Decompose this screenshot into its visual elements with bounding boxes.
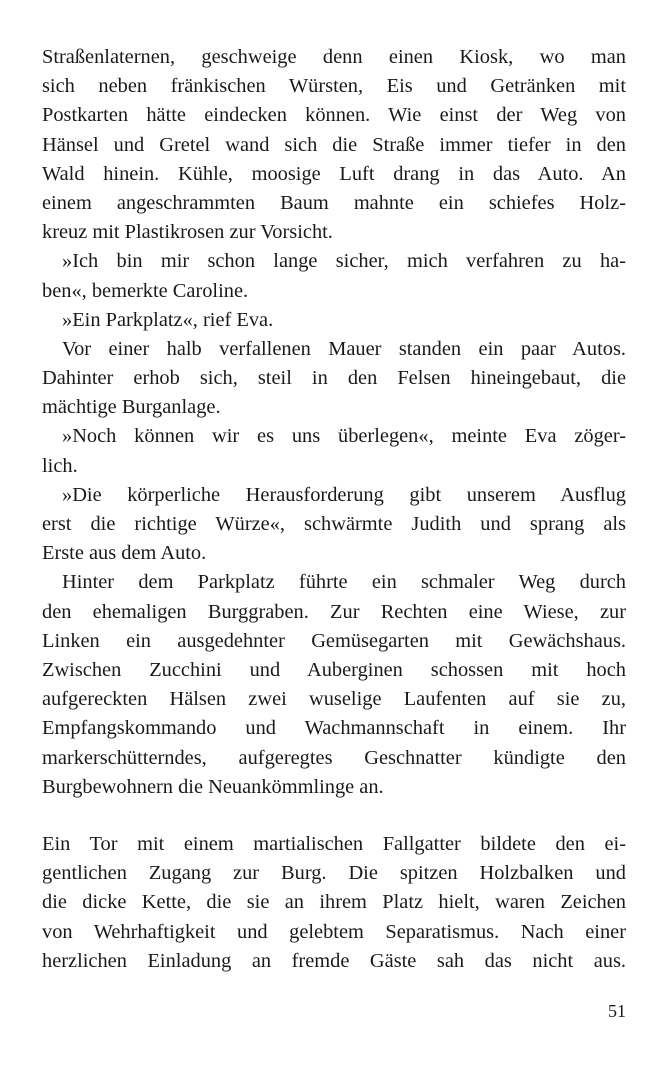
text-line: Burgbewohnern die Neuankömmlinge an. xyxy=(42,775,384,798)
text-line: »Noch können wir es uns überlegen«, meinte Eva zöger- xyxy=(62,425,626,448)
text-line: Dahinter erhob sich, steil in den Felsen hineingebaut, die xyxy=(42,367,626,390)
text-line: Linken ein ausgedehnter Gemüsegarten mit Gewächshaus. xyxy=(42,629,626,652)
text-line: »Ein Parkplatz«, rief Eva. xyxy=(62,308,274,331)
text-line: mächtige Burganlage. xyxy=(42,396,221,419)
text-line: den ehemaligen Burggraben. Zur Rechten eine Wiese, zur xyxy=(42,600,626,623)
text-section-1 xyxy=(42,43,626,802)
text-line: herzlichen Einladung an fremde Gäste sah das nicht aus. xyxy=(42,949,626,972)
text-line: lich. xyxy=(42,454,78,477)
text-line: Ein Tor mit einem martialischen Fallgatter bildete den ei- xyxy=(42,833,626,855)
text-line: Straßenlaternen, geschweige denn einen Kiosk, wo man xyxy=(42,46,626,68)
text-section-2 xyxy=(42,830,626,976)
text-line: kreuz mit Plastikrosen zur Vorsicht. xyxy=(42,221,333,244)
text-line: »Ich bin mir schon lange sicher, mich verfahren zu ha- xyxy=(62,250,626,273)
text-line: Vor einer halb verfallenen Mauer standen ein paar Autos. xyxy=(62,337,626,360)
text-line: einem angeschrammten Baum mahnte ein schiefes Holz- xyxy=(42,191,626,214)
text-line: die dicke Kette, die sie an ihrem Platz hielt, waren Zeichen xyxy=(42,891,626,914)
text-line: erst die richtige Würze«, schwärmte Judith und sprang als xyxy=(42,513,626,535)
text-line: Empfangskommando und Wachmannschaft in einem. Ihr xyxy=(42,717,626,740)
text-line: »Die körperliche Herausforderung gibt unserem Ausflug xyxy=(62,483,626,506)
text-line: sich neben fränkischen Würsten, Eis und Getränken mit xyxy=(42,75,626,98)
page-number: 51 xyxy=(608,1001,626,1021)
text-line: gentlichen Zugang zur Burg. Die spitzen Holzbalken und xyxy=(42,862,626,885)
text-line: markerschütterndes, aufgeregtes Geschnatter kündigte den xyxy=(42,746,626,769)
text-line: Hänsel und Gretel wand sich die Straße immer tiefer in den xyxy=(42,133,626,156)
text-line: Postkarten hätte eindecken können. Wie einst der Weg von xyxy=(42,104,626,127)
text-line: Zwischen Zucchini und Auberginen schossen mit hoch xyxy=(42,658,626,681)
text-line: ben«, bemerkte Caroline. xyxy=(42,279,249,302)
text-line: Hinter dem Parkplatz führte ein schmaler Weg durch xyxy=(62,571,626,594)
text-line: Wald hinein. Kühle, moosige Luft drang in das Auto. An xyxy=(42,162,626,185)
text-line: Erste aus dem Auto. xyxy=(42,542,207,565)
text-line: von Wehrhaftigkeit und gelebtem Separatismus. Nach einer xyxy=(42,920,626,943)
text-line: aufgereckten Hälsen zwei wuselige Laufenten auf sie zu, xyxy=(42,688,626,711)
